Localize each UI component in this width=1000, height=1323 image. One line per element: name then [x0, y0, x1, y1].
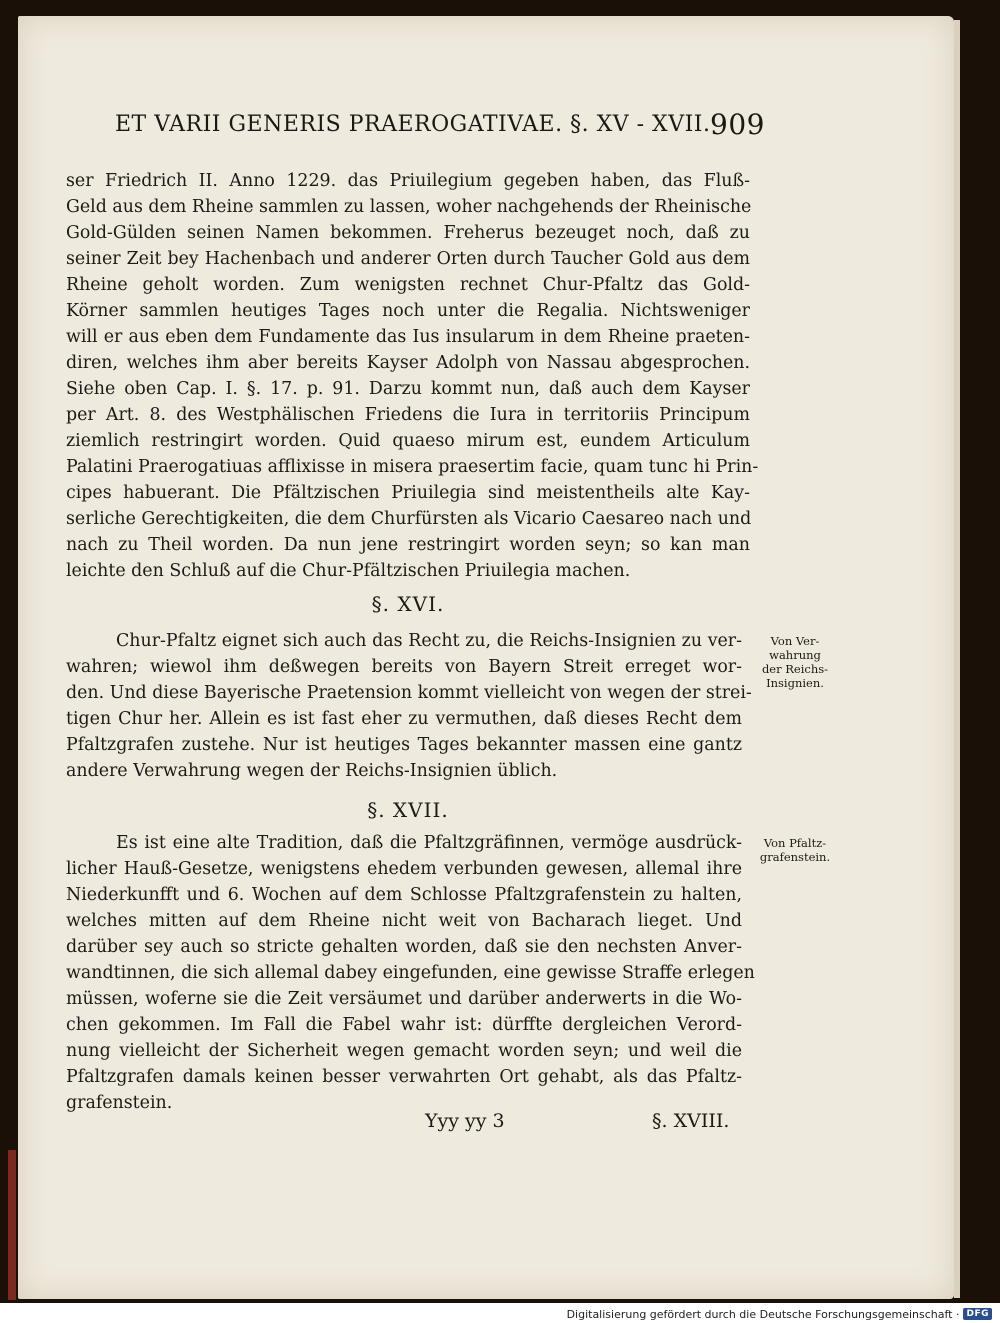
text-line: Geld aus dem Rheine sammlen zu lassen, woher nachgehends der Rheinische: [66, 197, 752, 217]
margin-note-line: Insignien.: [766, 676, 824, 690]
text-line: wandtinnen, die sich allemal dabey eingefunden, eine gewisse Straffe erlegen: [66, 963, 755, 983]
dfg-logo: DFG: [963, 1308, 992, 1320]
text-line: andere Verwahrung wegen der Reichs-Insignien üblich.: [66, 761, 558, 781]
running-head: [115, 108, 765, 141]
signature-mark: Yyy yy 3: [425, 1110, 505, 1132]
text-line: Chur-Pfaltz eignet sich auch das Recht zu, die Reichs-Insignien zu ver-: [116, 631, 742, 651]
text-line: Gold-Gülden seinen Namen bekommen. Freherus bezeuget noch, daß zu: [66, 223, 750, 243]
binding-edge: [8, 1150, 16, 1300]
credit-text: Digitalisierung gefördert durch die Deutsche Forschungsgemeinschaft ·: [566, 1307, 960, 1321]
text-line: wahren; wiewol ihm deßwegen bereits von Bayern Streit erreget wor-: [66, 657, 742, 677]
running-head-title: ET VARII GENERIS PRAEROGATIVAE. §. XV - XVII.: [115, 112, 711, 137]
digitization-credit: [567, 1305, 992, 1323]
margin-note-line: Von Ver-: [770, 634, 820, 648]
text-line: Es ist eine alte Tradition, daß die Pfaltzgräfinnen, vermöge ausdrück-: [116, 833, 742, 853]
section-heading-xvii: §. XVII.: [367, 798, 449, 822]
text-line: Pfaltzgrafen zustehe. Nur ist heutiges Tages bekannter massen eine gantz: [66, 735, 742, 755]
margin-note-xvii: [750, 836, 840, 864]
text-line: Körner sammlen heutiges Tages noch unter die Regalia. Nichtsweniger: [66, 301, 750, 321]
text-line: Rheine geholt worden. Zum wenigsten rechnet Chur-Pfaltz das Gold-: [66, 275, 750, 295]
text-line: welches mitten auf dem Rheine nicht weit von Bacharach lieget. Und: [66, 911, 742, 931]
text-line: den. Und diese Bayerische Praetension kommt vielleicht von wegen der strei-: [66, 683, 752, 703]
margin-note-line: Von Pfaltz-: [763, 836, 827, 850]
text-line: nach zu Theil worden. Da nun jene restringirt worden seyn; so kan man: [66, 535, 750, 555]
margin-note-line: grafenstein.: [759, 850, 831, 864]
text-line: ziemlich restringirt worden. Quid quaeso mirum est, eundem Articulum: [66, 431, 750, 451]
text-line: Palatini Praerogatiuas afflixisse in misera praesertim facie, quam tunc hi Prin-: [66, 457, 759, 477]
text-line: seiner Zeit bey Hachenbach und anderer Orten durch Taucher Gold aus dem: [66, 249, 750, 269]
margin-note-xvi: [750, 634, 840, 690]
section-xvii-body: [66, 830, 755, 1116]
text-line: licher Hauß-Gesetze, wenigstens ehedem verbunden gewesen, allemal ihre: [66, 859, 742, 879]
text-line: leichte den Schluß auf die Chur-Pfältzischen Priuilegia machen.: [66, 561, 631, 581]
catchword: §. XVIII.: [652, 1110, 730, 1132]
margin-note-line: wahrung: [769, 648, 821, 662]
page-edge: [954, 20, 960, 1298]
text-line: cipes habuerant. Die Pfältzischen Priuilegia sind meistentheils alte Kay-: [66, 483, 750, 503]
text-line: Siehe oben Cap. I. §. 17. p. 91. Darzu kommt nun, daß auch dem Kayser: [66, 379, 750, 399]
margin-note-line: der Reichs-: [761, 662, 829, 676]
text-line: nung vielleicht der Sicherheit wegen gemacht worden seyn; und weil die: [66, 1041, 742, 1061]
page-number: 909: [710, 108, 765, 141]
text-line: will er aus eben dem Fundamente das Ius insularum in dem Rheine praeten-: [66, 327, 750, 347]
text-line: diren, welches ihm aber bereits Kayser Adolph von Nassau abgesprochen.: [66, 353, 750, 373]
text-line: chen gekommen. Im Fall die Fabel wahr ist: dürffte dergleichen Verord-: [66, 1015, 742, 1035]
text-line: ser Friedrich II. Anno 1229. das Priuilegium gegeben haben, das Fluß-: [66, 171, 750, 191]
section-xvi-body: [66, 628, 752, 784]
text-line: serliche Gerechtigkeiten, die dem Churfürsten als Vicario Caesareo nach und: [66, 509, 752, 529]
text-line: müssen, woferne sie die Zeit versäumet und darüber anderwerts in die Wo-: [66, 989, 742, 1009]
text-line: Pfaltzgrafen damals keinen besser verwahrten Ort gehabt, als das Pfaltz-: [66, 1067, 742, 1087]
section-heading-xvi: §. XVI.: [371, 592, 445, 616]
text-line: darüber sey auch so stricte gehalten worden, daß sie den nechsten Anver-: [66, 937, 742, 957]
text-line: Niederkunfft und 6. Wochen auf dem Schlosse Pfaltzgrafenstein zu halten,: [66, 885, 742, 905]
text-line: grafenstein.: [66, 1093, 173, 1113]
text-line: per Art. 8. des Westphälischen Friedens die Iura in territoriis Principum: [66, 405, 750, 425]
paragraph-continuation: [66, 168, 759, 584]
text-line: tigen Chur her. Allein es ist fast eher zu vermuthen, daß dieses Recht dem: [66, 709, 742, 729]
